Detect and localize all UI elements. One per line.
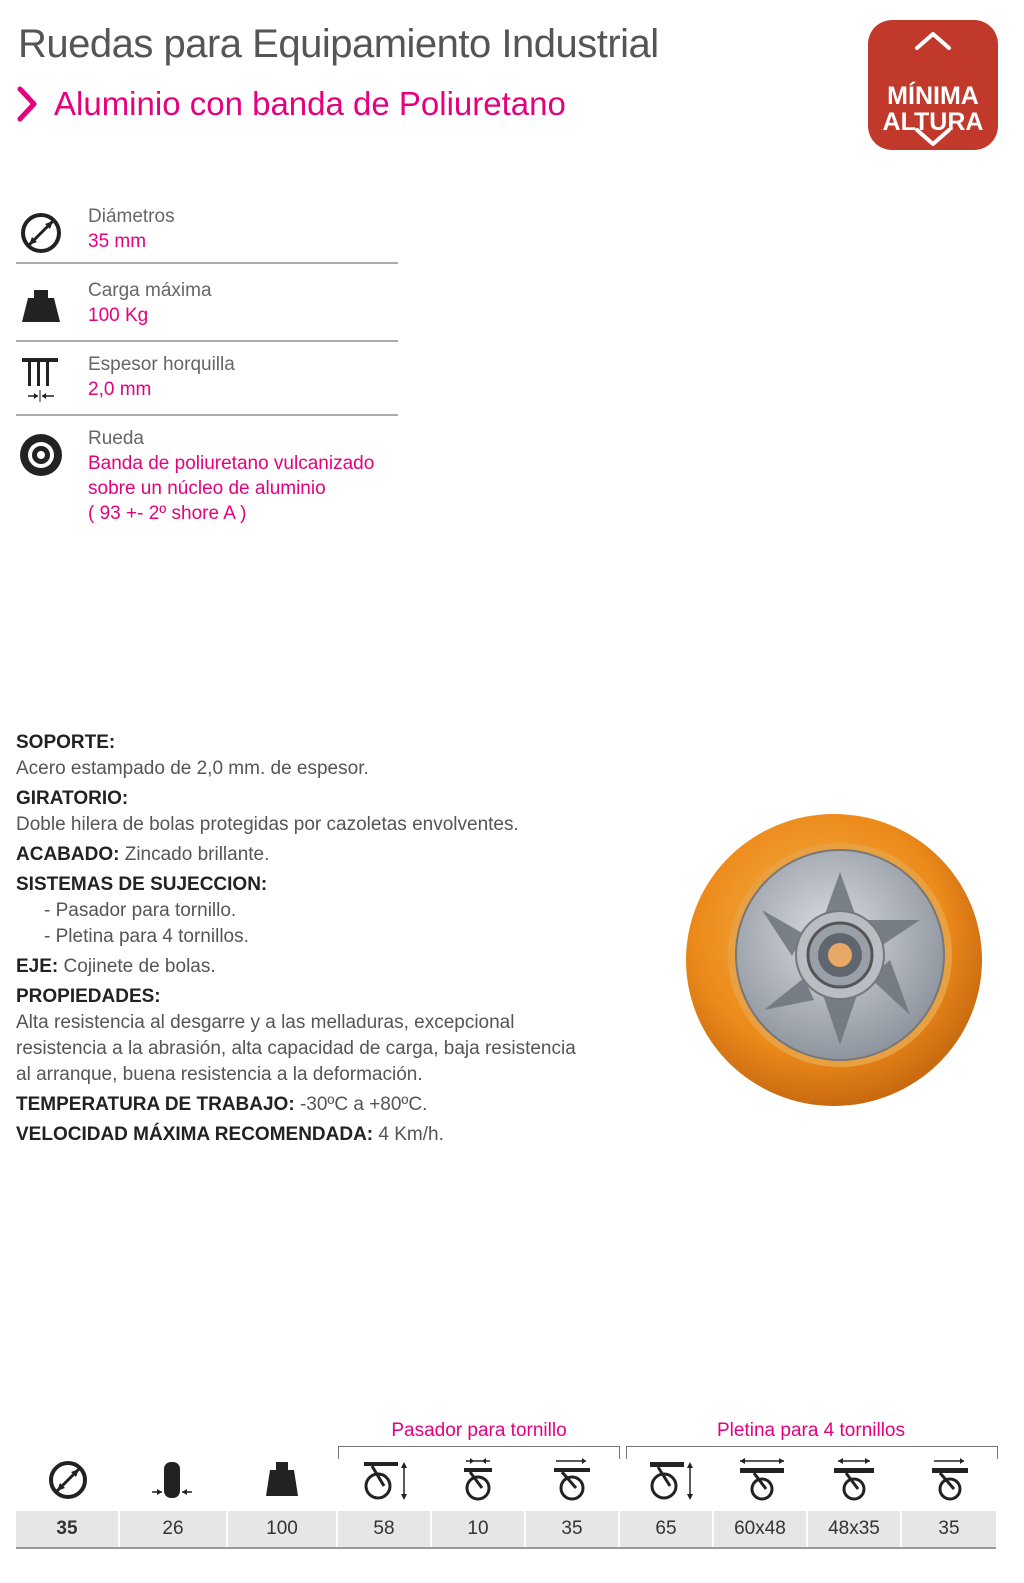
- group-title-pasador: Pasador para tornillo: [391, 1420, 567, 1441]
- diameter-icon: [16, 208, 66, 258]
- spec-max-load: [16, 278, 398, 334]
- sistemas-label: SISTEMAS DE SUJECCION:: [16, 874, 268, 895]
- table-cell-pasador-height: 58: [338, 1511, 432, 1547]
- badge-line-2: ALTURA: [882, 108, 984, 136]
- badge-line-1: MÍNIMA: [887, 82, 979, 110]
- chevron-right-icon: [16, 86, 38, 122]
- plate-size-icon: [824, 1456, 884, 1504]
- propiedades-label: PROPIEDADES:: [16, 986, 161, 1007]
- product-wheel-image: [684, 810, 984, 1110]
- sistemas-item: - Pasador para tornillo.: [44, 900, 237, 921]
- minimum-height-badge: [868, 20, 998, 150]
- velocidad-label: VELOCIDAD MÁXIMA RECOMENDADA:: [16, 1124, 374, 1145]
- divider: [16, 262, 398, 264]
- temperatura-text: -30ºC a +80ºC.: [294, 1094, 428, 1115]
- spec-diameter: [16, 204, 398, 260]
- swivel-offset-icon: [542, 1456, 602, 1504]
- fork-thickness-icon: [16, 354, 66, 404]
- spec-label: Rueda: [88, 428, 144, 449]
- group-title-pletina: Pletina para 4 tornillos: [717, 1420, 905, 1441]
- soporte-text: Acero estampado de 2,0 mm. de espesor.: [16, 758, 369, 779]
- acabado-label: ACABADO:: [16, 844, 120, 865]
- eje-label: EJE:: [16, 956, 59, 977]
- table-cell-pletina-plate: 60x48: [714, 1511, 808, 1547]
- giratorio-label: GIRATORIO:: [16, 788, 129, 809]
- soporte-label: SOPORTE:: [16, 732, 116, 753]
- weight-icon: [252, 1456, 312, 1504]
- spec-fork-thickness: [16, 352, 398, 408]
- bolt-offset-icon: [448, 1456, 508, 1504]
- plate-height-icon: [640, 1456, 700, 1504]
- plate-holes-icon: [732, 1456, 792, 1504]
- chevron-down-icon: [868, 124, 998, 148]
- giratorio-text: Doble hilera de bolas protegidas por cazoletas envolventes.: [16, 814, 519, 835]
- acabado-text: Zincado brillante.: [119, 844, 270, 865]
- product-description: [16, 730, 656, 1148]
- divider: [16, 340, 398, 342]
- plate-offset-icon: [920, 1456, 980, 1504]
- eje-text: Cojinete de bolas.: [58, 956, 216, 977]
- subtitle-row: [16, 82, 566, 126]
- table-row: [16, 1511, 996, 1549]
- divider: [16, 414, 398, 416]
- table-cell-diameter: 35: [16, 1511, 120, 1547]
- propiedades-line: Alta resistencia al desgarre y a las melladuras, excepcional: [16, 1012, 515, 1033]
- table-cell-load: 100: [228, 1511, 338, 1547]
- propiedades-line: al arranque, buena resistencia a la deformación.: [16, 1064, 423, 1085]
- wheel-icon: [16, 430, 66, 480]
- page-subtitle: Aluminio con banda de Poliuretano: [54, 85, 566, 122]
- spec-label: Carga máxima: [88, 280, 212, 301]
- chevron-up-icon: [868, 28, 998, 52]
- spec-value: Banda de poliuretano vulcanizado sobre un núcleo de aluminio ( 93 +- 2º shore A ): [88, 453, 375, 524]
- table-cell-pletina-holes: 48x35: [808, 1511, 902, 1547]
- table-cell-pletina-height: 65: [620, 1511, 714, 1547]
- velocidad-text: 4 Km/h.: [373, 1124, 444, 1145]
- swivel-height-icon: [354, 1456, 414, 1504]
- sistemas-item: - Pletina para 4 tornillos.: [44, 926, 249, 947]
- wheel-width-icon: [142, 1456, 202, 1504]
- spec-label: Espesor horquilla: [88, 354, 235, 375]
- diameter-icon: [38, 1456, 98, 1504]
- table-cell-pasador-bolt: 10: [432, 1511, 526, 1547]
- table-cell-pletina-offset: 35: [938, 1518, 960, 1539]
- page-title: Ruedas para Equipamiento Industrial: [18, 22, 659, 66]
- spec-value: 35 mm: [88, 231, 147, 252]
- temperatura-label: TEMPERATURA DE TRABAJO:: [16, 1094, 295, 1115]
- propiedades-line: resistencia a la abrasión, alta capacidad de carga, baja resistencia: [16, 1038, 576, 1059]
- spec-wheel: [16, 426, 398, 536]
- table-cell-width: 26: [120, 1511, 228, 1547]
- spec-label: Diámetros: [88, 206, 175, 227]
- table-cell-pasador-offset: 35: [526, 1511, 620, 1547]
- spec-value: 100 Kg: [88, 305, 149, 326]
- weight-icon: [16, 282, 66, 332]
- spec-value: 2,0 mm: [88, 379, 152, 400]
